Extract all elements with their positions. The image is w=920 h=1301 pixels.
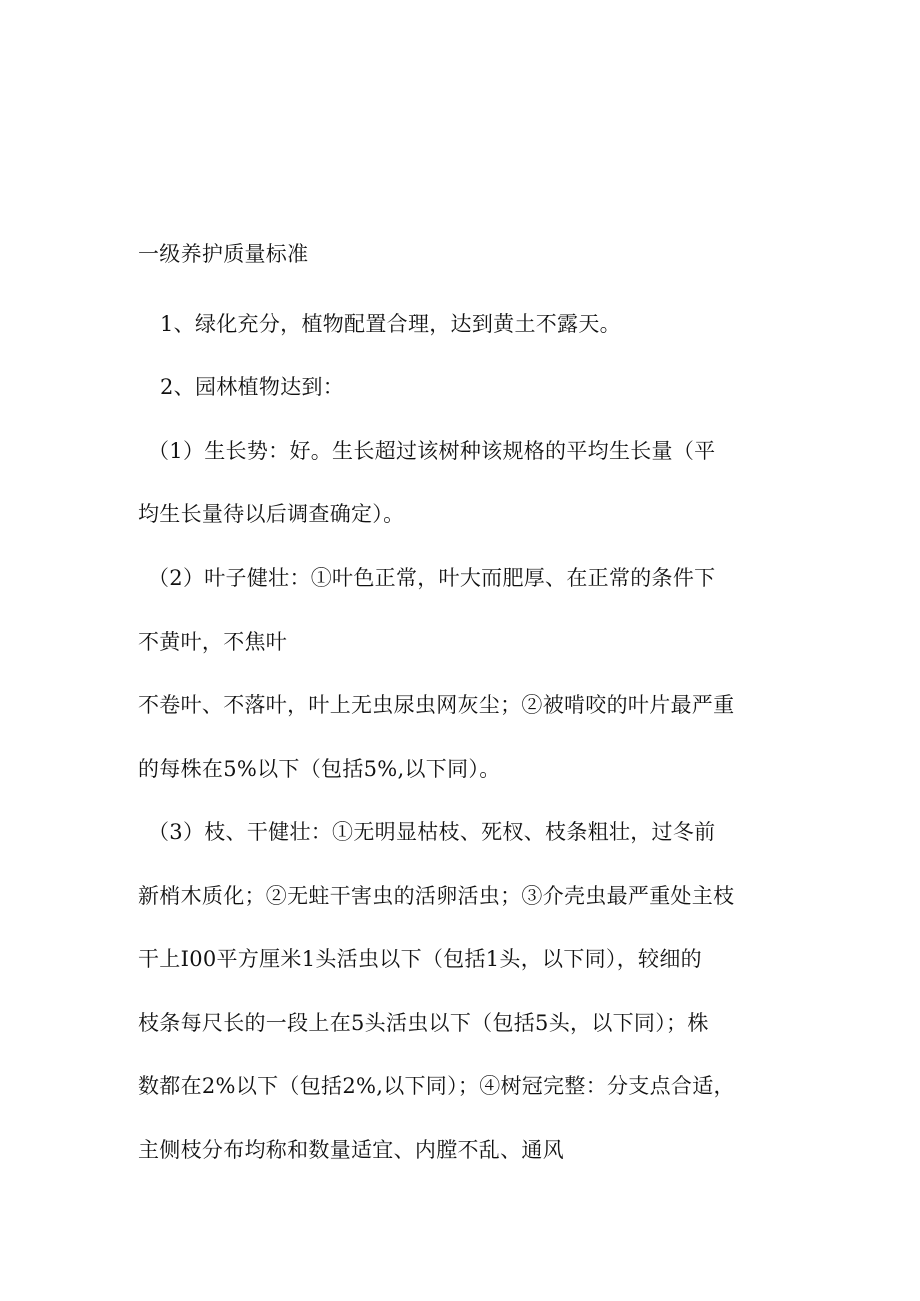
paragraph-line-3: （1）生长势：好。生长超过该树种该规格的平均生长量（平 — [148, 439, 716, 463]
paragraph-line-5: （2）叶子健壮：①叶色正常，叶大而肥厚、在正常的条件下 — [148, 566, 716, 590]
paragraph-line-6: 不黄叶，不焦叶 — [138, 630, 288, 654]
paragraph-line-14: 主侧枝分布均称和数量适宜、内膛不乱、通风 — [138, 1138, 564, 1162]
paragraph-line-4: 均生长量待以后调查确定）。 — [138, 502, 405, 526]
paragraph-line-1: 1、绿化充分，植物配置合理，达到黄土不露天。 — [160, 312, 621, 336]
paragraph-line-13: 数都在2%以下（包括2%,以下同）；④树冠完整：分支点合适， — [138, 1074, 735, 1098]
document-title: 一级养护质量标准 — [138, 242, 309, 266]
paragraph-line-10: 新梢木质化；②无蛀干害虫的活卵活虫；③介壳虫最严重处主枝 — [138, 884, 735, 908]
paragraph-line-7: 不卷叶、不落叶，叶上无虫尿虫网灰尘；②被啃咬的叶片最严重 — [138, 693, 735, 717]
paragraph-line-8: 的每株在5%以下（包括5%,以下同）。 — [138, 757, 501, 781]
paragraph-line-12: 枝条每尺长的一段上在5头活虫以下（包括5头，以下同）；株 — [138, 1011, 709, 1035]
paragraph-line-11: 干上I00平方厘米1头活虫以下（包括1头，以下同），较细的 — [138, 947, 702, 971]
paragraph-line-9: （3）枝、干健壮：①无明显枯枝、死杈、枝条粗壮，过冬前 — [148, 820, 716, 844]
paragraph-line-2: 2、园林植物达到： — [160, 375, 345, 399]
